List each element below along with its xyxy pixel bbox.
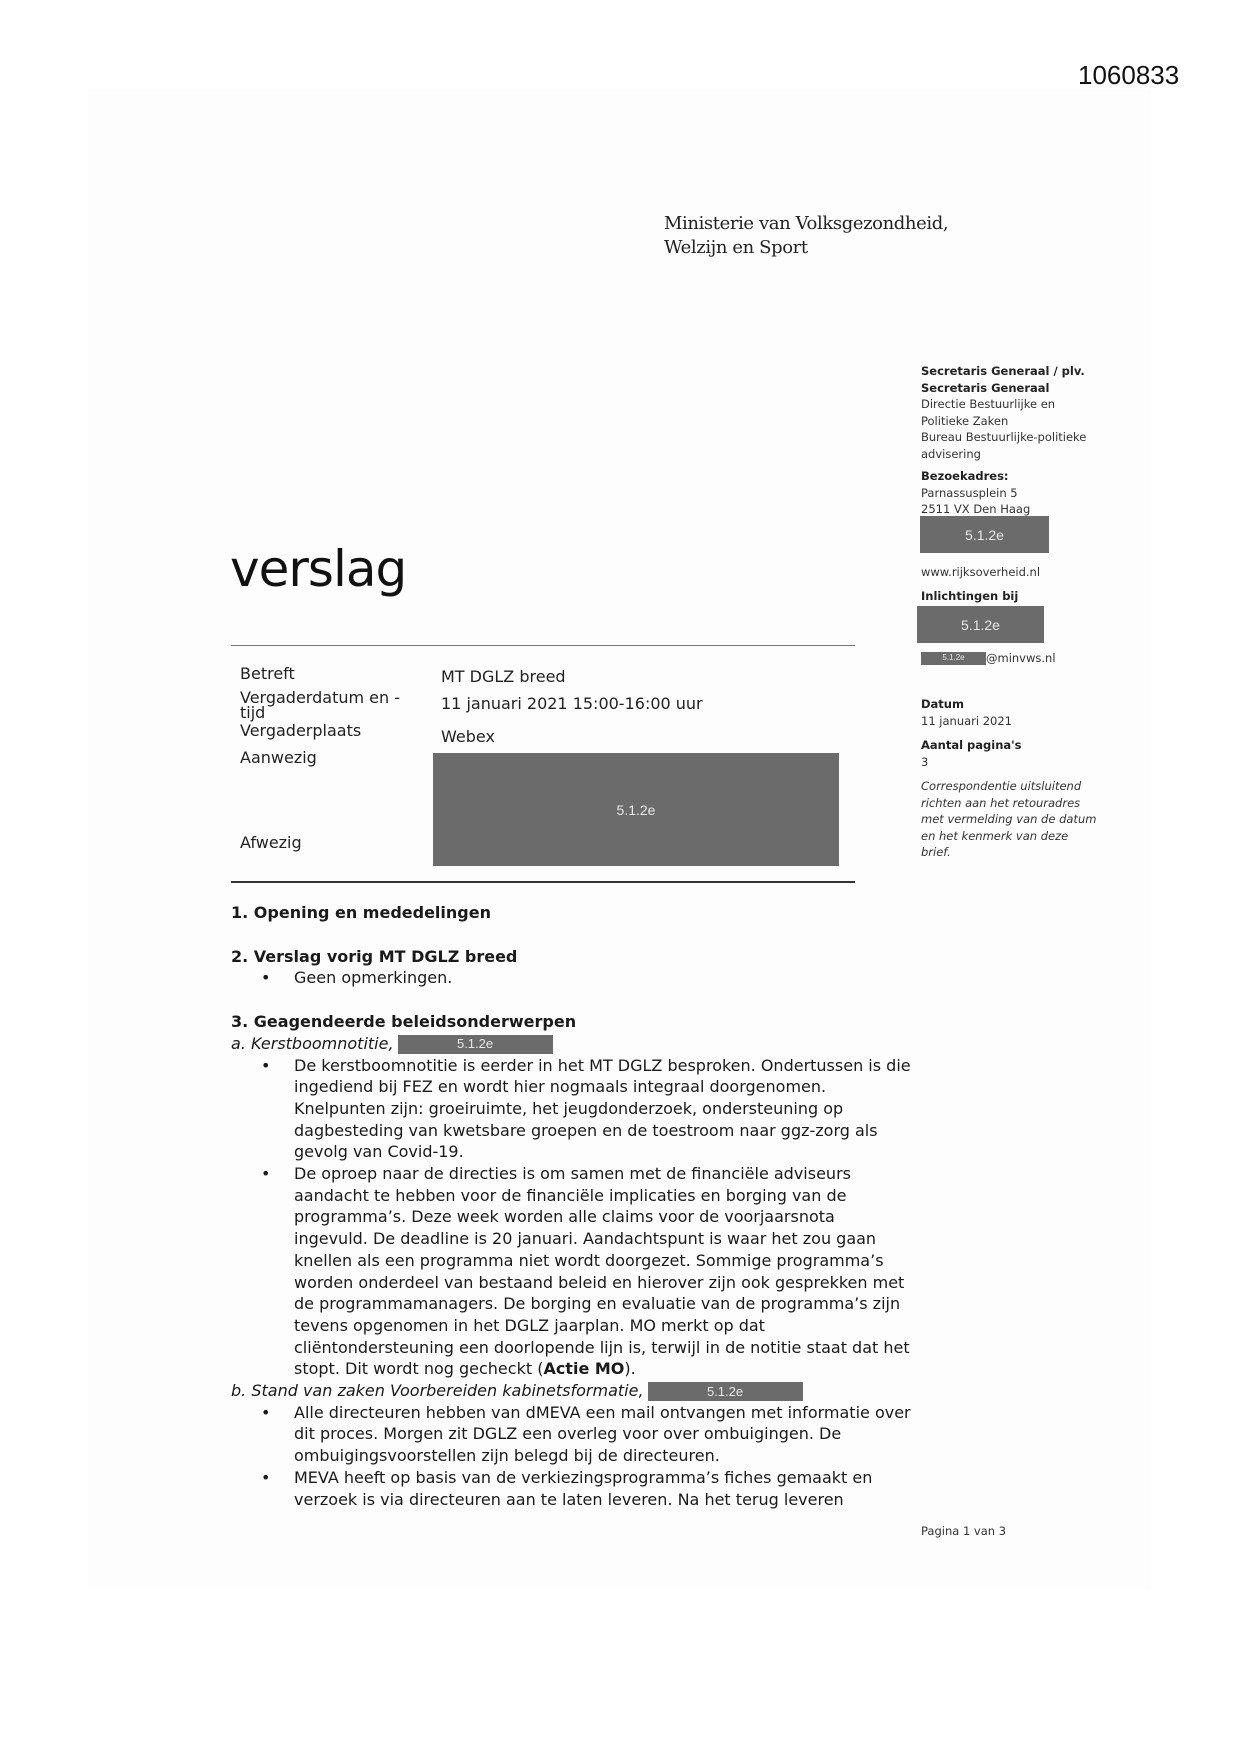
info-label: Inlichtingen bij bbox=[921, 589, 1019, 603]
section-3b-heading bbox=[231, 1380, 911, 1402]
list-item-text: De oproep naar de directies is om samen met de financiële adviseurs aandacht te hebben voor de financiële implicaties en borging van de programma’s. Deze week worden alle claims voor de voorjaarsnota ingevuld. De deadline is 20 januari. Aandachtspunt is waar het zou gaan knellen als een programma niet wordt doorgezet. Sommige programma’s worden onderdeel van bestaand beleid en hierover zijn ook gesprekken met de programmamanagers. De borging en evaluatie van de programma’s zijn tevens opgenomen in het DGLZ jaarplan. MO merkt op dat cliëntondersteuning een doorlopende lijn is, terwijl in de notitie staat dat het stopt. Dit wordt nog gecheckt ( bbox=[294, 1164, 910, 1379]
section-2-list bbox=[231, 967, 911, 989]
list-item-text: ). bbox=[624, 1359, 636, 1379]
date-label: Datum bbox=[921, 697, 964, 711]
ministry-line-2: Welzijn en Sport bbox=[664, 237, 808, 258]
bureau-line-2: advisering bbox=[921, 446, 981, 461]
sender-line-2: Secretaris Generaal bbox=[921, 380, 1050, 395]
page-indicator: Pagina 1 van 3 bbox=[921, 1524, 1007, 1538]
redaction-block: 5.1.2e bbox=[917, 606, 1044, 643]
date-value: 11 januari 2021 bbox=[921, 713, 1013, 728]
sender-block bbox=[921, 363, 1121, 518]
dept-line-2: Politieke Zaken bbox=[921, 413, 1009, 428]
email-suffix: @minvws.nl bbox=[986, 651, 1056, 665]
visit-address-label: Bezoekadres: bbox=[921, 469, 1009, 483]
ministry-line-1: Ministerie van Volksgezondheid, bbox=[664, 213, 949, 234]
section-3b-list bbox=[231, 1402, 911, 1511]
redaction-block-attendees: 5.1.2e bbox=[433, 753, 839, 866]
section-3a-list bbox=[231, 1055, 911, 1381]
website-link[interactable]: www.rijksoverheid.nl bbox=[921, 565, 1041, 579]
section-2-title-bold: MT DGLZ bbox=[378, 946, 460, 966]
place-value: Webex bbox=[441, 727, 495, 746]
datetime-label bbox=[240, 690, 400, 720]
email-line bbox=[921, 650, 1121, 667]
visit-address-line-2: 2511 VX Den Haag bbox=[921, 502, 1031, 516]
bureau-line-1: Bureau Bestuurlijke-politieke bbox=[921, 430, 1087, 444]
list-item bbox=[294, 1163, 911, 1380]
list-item: • Alle directeuren hebben van dMEVA een mail ontvangen met informatie over dit proces. Morgen zit DGLZ een overleg voor over ombuigingen. De ombuigingsvoorstellen zijn belegd bij de directeuren. bbox=[294, 1402, 911, 1467]
subject-value: MT DGLZ breed bbox=[441, 667, 566, 686]
place-label: Vergaderplaats bbox=[240, 721, 362, 740]
section-2-title bbox=[231, 946, 911, 968]
section-3b-title: b. Stand van zaken Voorbereiden kabinetsformatie, bbox=[231, 1381, 644, 1401]
divider bbox=[231, 881, 855, 883]
subject-label: Betreft bbox=[240, 664, 295, 683]
section-3-title: 3. Geagendeerde beleidsonderwerpen bbox=[231, 1012, 577, 1032]
section-2-title-text: breed bbox=[459, 946, 518, 966]
note-line: richten aan het retouradres bbox=[921, 795, 1081, 810]
note-line: brief. bbox=[921, 845, 951, 859]
pages-value: 3 bbox=[921, 754, 929, 769]
note-line: en het kenmerk van deze bbox=[921, 828, 1069, 843]
dept-line-1: Directie Bestuurlijke en bbox=[921, 397, 1056, 411]
datetime-label-line: tijd bbox=[240, 703, 266, 722]
datetime-value: 11 januari 2021 15:00-16:00 uur bbox=[441, 694, 703, 713]
section-2-title-text: 2. Verslag vorig bbox=[231, 946, 379, 966]
sender-line-1: Secretaris Generaal / plv. bbox=[921, 364, 1085, 378]
redaction-inline: 5.1.2e bbox=[398, 1035, 553, 1054]
redaction-block: 5.1.2e bbox=[920, 516, 1049, 553]
list-item: • Geen opmerkingen. bbox=[294, 967, 911, 989]
list-item: • MEVA heeft op basis van de verkiezingsprogramma’s fiches gemaakt en verzoek is via directeuren aan te laten leveren. Na het terug leveren bbox=[294, 1467, 911, 1510]
pages-label: Aantal pagina's bbox=[921, 738, 1022, 752]
correspondence-note bbox=[921, 778, 1121, 861]
visit-address-line-1: Parnassusplein 5 bbox=[921, 485, 1018, 500]
divider bbox=[231, 645, 855, 646]
note-line: Correspondentie uitsluitend bbox=[921, 779, 1082, 793]
action-tag: Actie MO bbox=[543, 1359, 625, 1379]
document-number: 1060833 bbox=[1078, 60, 1180, 90]
document-title: verslag bbox=[230, 540, 407, 598]
ministry-logo-text bbox=[664, 212, 948, 260]
list-item: • De kerstboomnotitie is eerder in het MT DGLZ besproken. Ondertussen is die ingediend bij FEZ en wordt hier nogmaals integraal doorgenomen. Knelpunten zijn: groeiruimte, het jeugdonderzoek, ondersteuning op dagbesteding van kwetsbare groepen en de toestroom naar ggz-zorg als gevolg van Covid-19. bbox=[294, 1055, 911, 1164]
section-3a-title: a. Kerstboomnotitie, bbox=[231, 1033, 394, 1053]
redaction-block: 5.1.2e bbox=[921, 652, 986, 665]
section-3a-heading bbox=[231, 1033, 911, 1055]
datetime-label-line: Vergaderdatum en - bbox=[240, 688, 400, 707]
minutes-body bbox=[231, 902, 911, 1510]
date-block bbox=[921, 696, 1121, 861]
redaction-inline: 5.1.2e bbox=[648, 1382, 803, 1401]
present-label: Aanwezig bbox=[240, 748, 317, 767]
note-line: met vermelding van de datum bbox=[921, 812, 1097, 826]
section-1-title: 1. Opening en mededelingen bbox=[231, 903, 491, 922]
absent-label: Afwezig bbox=[240, 833, 302, 852]
